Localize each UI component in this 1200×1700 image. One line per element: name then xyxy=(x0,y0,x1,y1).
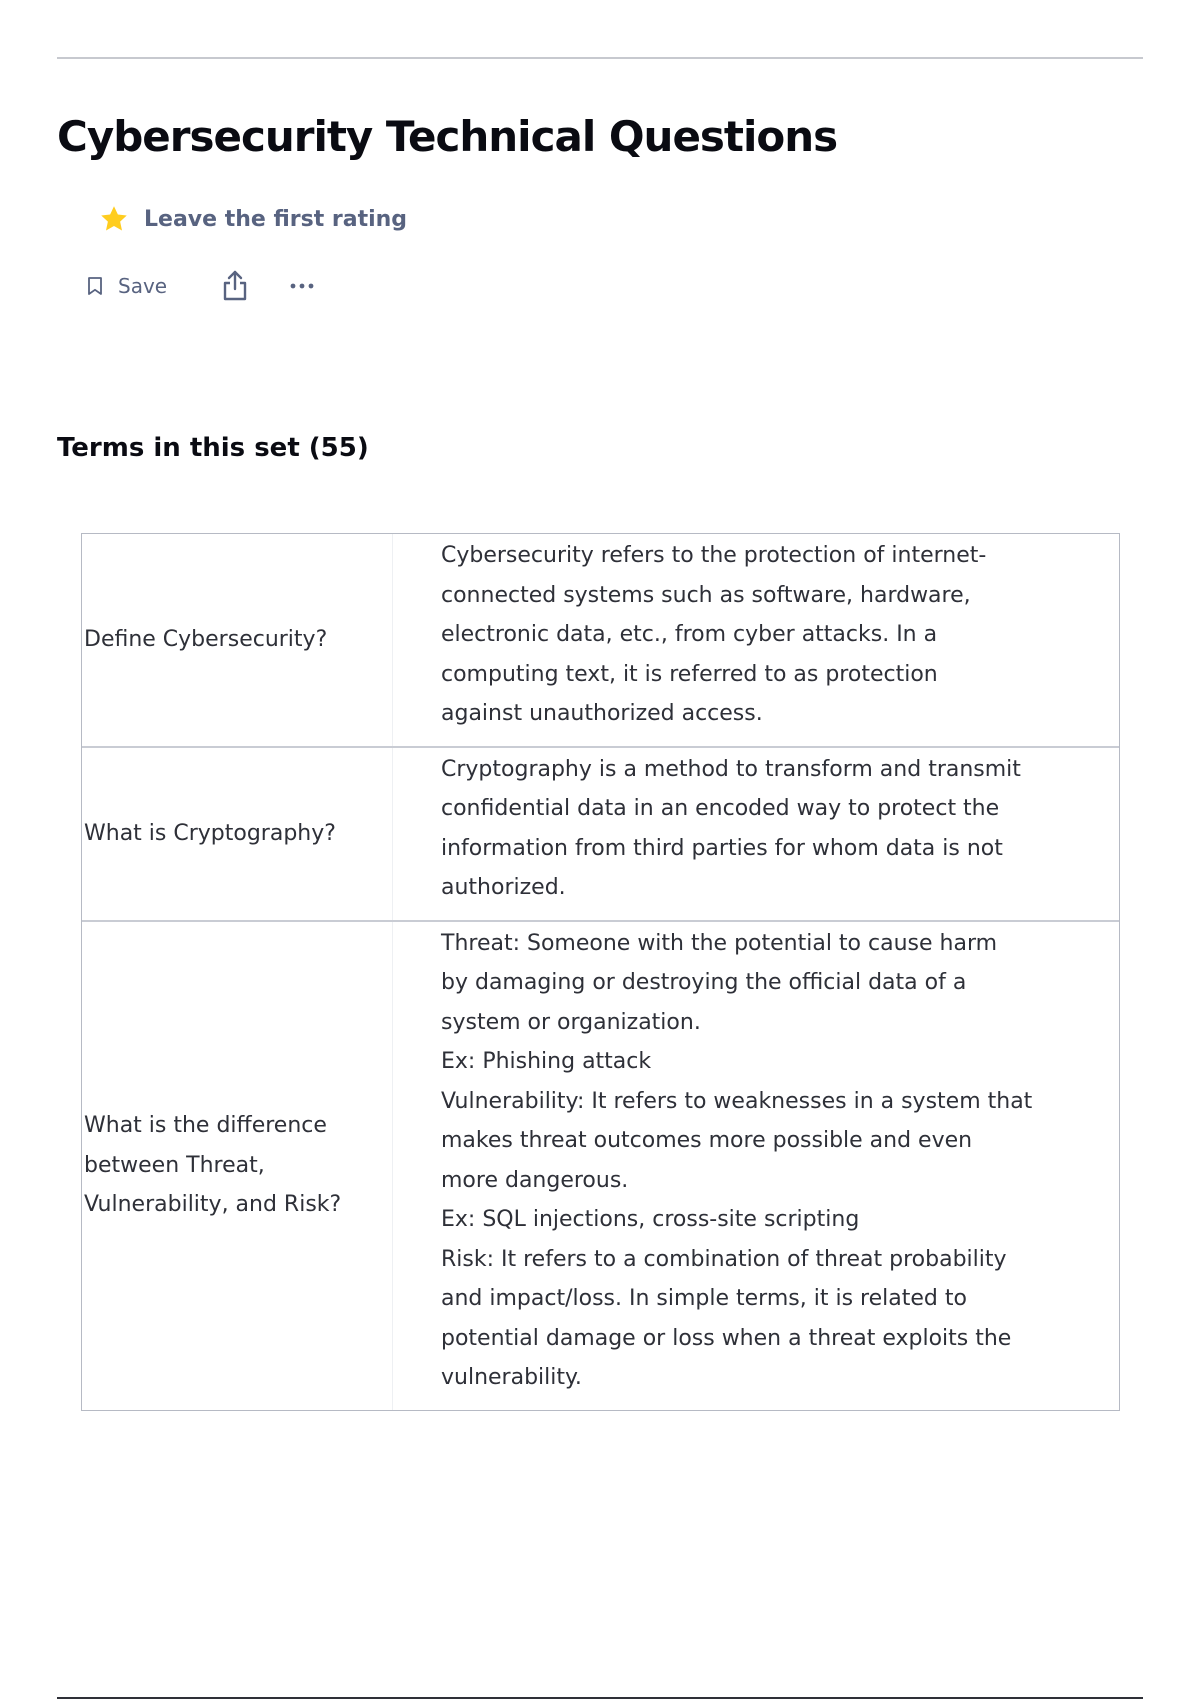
terms-table xyxy=(81,533,1120,1411)
definition-text: computing text, it is referred to as protection xyxy=(441,661,938,687)
definition-text: Cybersecurity refers to the protection of internet- xyxy=(441,543,987,568)
rating-label: Leave the first rating xyxy=(144,206,408,232)
definition-text: more dangerous. xyxy=(441,1167,629,1193)
definition-text: makes threat outcomes more possible and even xyxy=(441,1128,973,1153)
definition-cell xyxy=(393,922,1119,1410)
save-button[interactable] xyxy=(86,274,167,298)
definition-text: against unauthorized access. xyxy=(441,701,763,726)
term-text: Define Cybersecurity? xyxy=(84,627,328,652)
term-row[interactable] xyxy=(82,746,1119,920)
term-row[interactable] xyxy=(82,534,1119,746)
term-text: Vulnerability, and Risk? xyxy=(84,1192,342,1218)
term-row[interactable] xyxy=(82,920,1119,1410)
definition-cell xyxy=(393,534,1119,746)
top-divider xyxy=(57,57,1143,59)
terms-heading: Terms in this set (55) xyxy=(57,433,369,463)
more-options-button[interactable] xyxy=(285,269,319,303)
star-icon xyxy=(99,204,129,234)
more-options-icon xyxy=(285,269,319,303)
term-cell xyxy=(82,922,393,1410)
set-actions xyxy=(86,268,319,304)
bookmark-icon xyxy=(86,276,104,296)
term-cell xyxy=(82,534,393,746)
definition-text: confidential data in an encoded way to protect the xyxy=(441,796,1000,821)
share-icon xyxy=(219,269,251,303)
definition-text: Ex: Phishing attack xyxy=(441,1049,652,1074)
definition-text: connected systems such as software, hardware, xyxy=(441,582,971,608)
star-icon-shape xyxy=(101,206,127,230)
definition-text: vulnerability. xyxy=(441,1365,582,1390)
term-text: between Threat, xyxy=(84,1152,265,1178)
definition-text: Threat: Someone with the potential to cause harm xyxy=(441,930,998,956)
term-cell xyxy=(82,748,393,920)
term-text: What is Cryptography? xyxy=(84,820,336,846)
definition-text: Vulnerability: It refers to weaknesses in a system that xyxy=(441,1088,1033,1114)
definition-text: Risk: It refers to a combination of threat probability xyxy=(441,1246,1007,1272)
definition-text: system or organization. xyxy=(441,1009,701,1035)
definition-text: Ex: SQL injections, cross-site scripting xyxy=(441,1207,860,1232)
leave-rating-button[interactable] xyxy=(99,202,407,236)
definition-text: authorized. xyxy=(441,875,566,900)
save-label: Save xyxy=(118,274,168,298)
definition-text: information from third parties for whom data is not xyxy=(441,835,1003,861)
definition-text: Cryptography is a method to transform and transmit xyxy=(441,756,1021,782)
term-text: What is the difference xyxy=(84,1113,327,1139)
definition-text: electronic data, etc., from cyber attacks. In a xyxy=(441,622,938,647)
definition-cell xyxy=(393,748,1119,920)
definition-text: by damaging or destroying the official data of a xyxy=(441,970,967,995)
share-button[interactable] xyxy=(219,269,251,303)
definition-text: and impact/loss. In simple terms, it is related to xyxy=(441,1286,967,1311)
bottom-divider xyxy=(57,1697,1143,1699)
page-title: Cybersecurity Technical Questions xyxy=(57,112,838,161)
definition-text: potential damage or loss when a threat exploits the xyxy=(441,1325,1012,1351)
